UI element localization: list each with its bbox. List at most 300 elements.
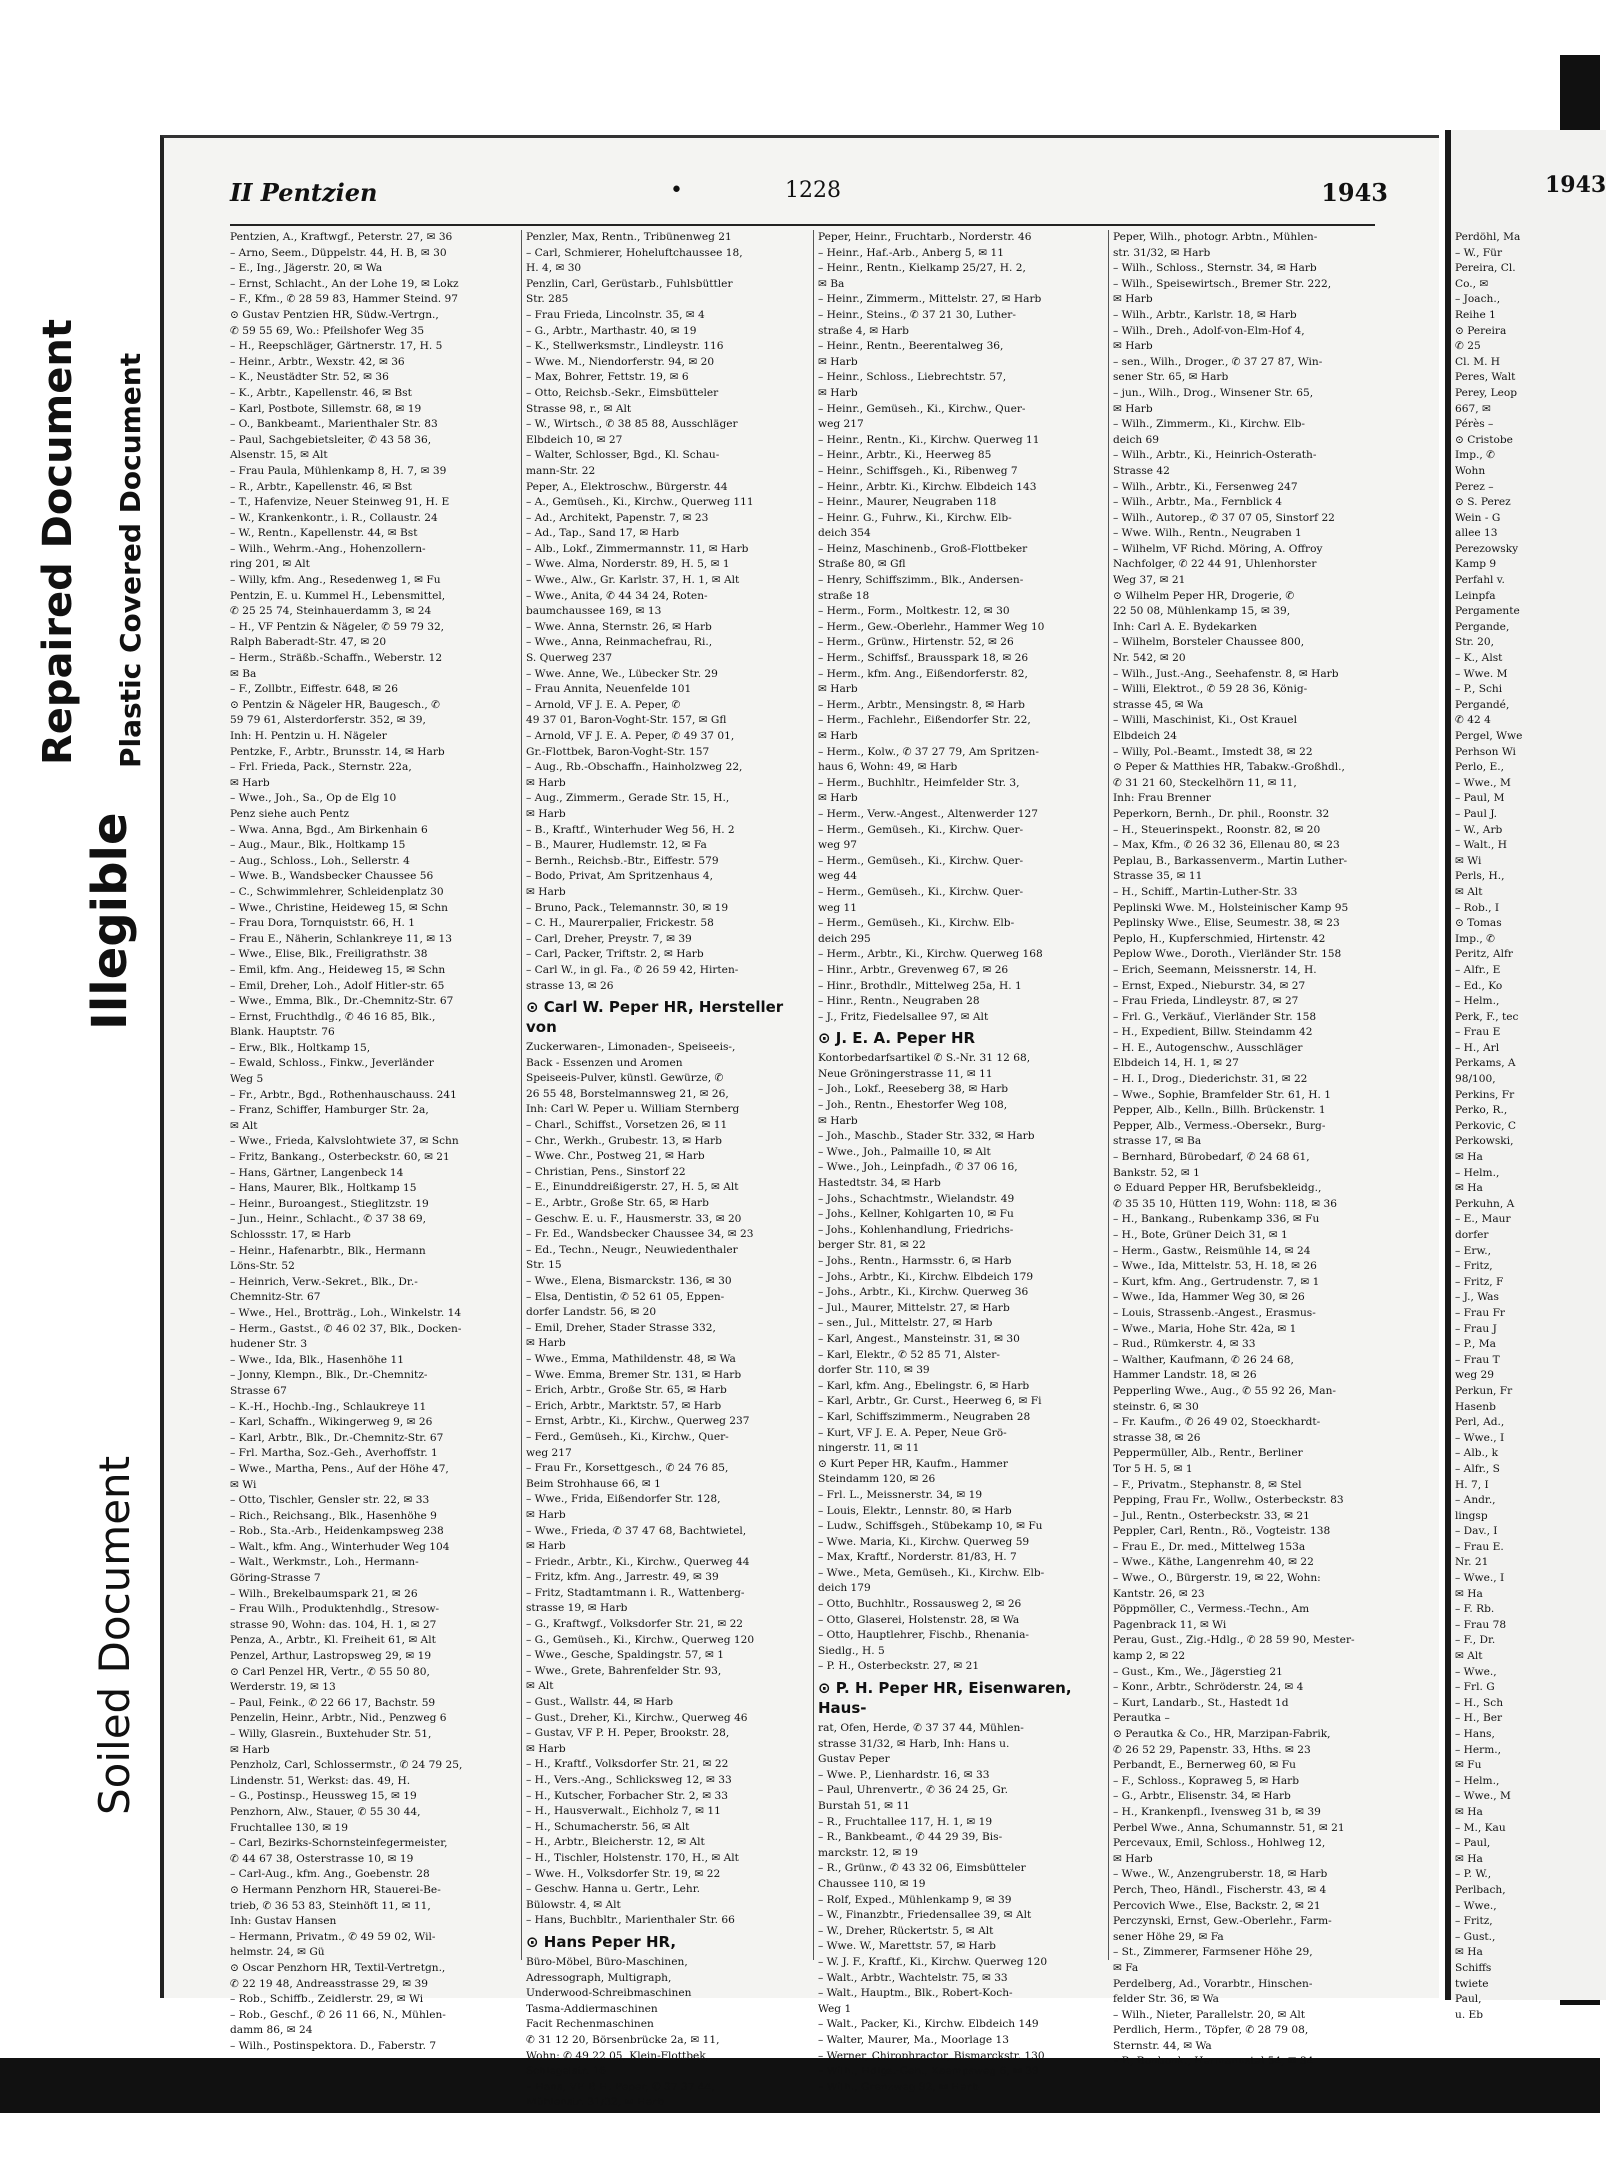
directory-entry: – Wwe., Ida, Mittelstr. 53, H. 18, ✉ 26 bbox=[1113, 1260, 1317, 1273]
directory-entry: Perbandt, E., Bernerweg 60, ✉ Fu bbox=[1113, 1759, 1296, 1772]
directory-entry: – H., Expedient, Billw. Steindamm 42 bbox=[1113, 1026, 1313, 1039]
directory-entry: – C. H., Maurerpalier, Frickestr. 58 bbox=[526, 917, 714, 930]
directory-entry: – Heinr., Steins., ✆ 37 21 30, Luther- bbox=[818, 308, 1016, 321]
directory-entry: 22 50 08, Mühlenkamp 15, ✉ 39, bbox=[1113, 605, 1291, 618]
directory-entry: ✉ Harb bbox=[818, 355, 858, 368]
directory-entry: Back - Essenzen und Aromen bbox=[526, 1056, 683, 1069]
directory-entry: – Heinr., Rentn., Ki., Kirchw. Querweg 11 bbox=[818, 433, 1040, 446]
directory-entry: – Herm., Gemüseh., Ki., Kirchw. Quer- bbox=[818, 823, 1024, 836]
directory-entry: – Fritz, Bankang., Osterbeckstr. 60, ✉ 21 bbox=[230, 1151, 450, 1164]
directory-entry: – Wwe., Alw., Gr. Karlstr. 37, H. 1, ✉ Alt bbox=[526, 574, 740, 587]
directory-entry: – Fr. Kaufm., ✆ 26 49 02, Stoeckhardt- bbox=[1113, 1416, 1321, 1429]
directory-entry: ring 201, ✉ Alt bbox=[230, 558, 310, 571]
directory-entry: Steindamm 120, ✉ 26 bbox=[818, 1473, 936, 1486]
directory-entry: – Wilh., Nieter, Parallelstr. 20, ✉ Alt bbox=[1113, 2008, 1306, 2021]
directory-entry: – Wilh., Arbtr., Ma., Fernblick 4 bbox=[1113, 496, 1283, 509]
directory-entry: ✉ Harb bbox=[526, 885, 566, 898]
directory-entry: – Herm., bbox=[1455, 1743, 1502, 1756]
directory-entry: – Jul., Maurer, Mittelstr. 27, ✉ Harb bbox=[818, 1301, 1010, 1314]
directory-entry: – Rob., Geschf., ✆ 26 11 66, N., Mühlen- bbox=[230, 2008, 446, 2021]
directory-entry: Neue Gröningerstrasse 11, ✉ 11 bbox=[818, 1067, 993, 1080]
directory-entry: ✉ Harb bbox=[818, 792, 858, 805]
directory-entry: ⊙ Pentzin & Nägeler HR, Baugesch., ✆ bbox=[230, 698, 441, 711]
directory-entry: – Frau T bbox=[1455, 1353, 1500, 1366]
directory-entry: Gr.-Flottbek, Baron-Voght-Str. 157 bbox=[526, 745, 710, 758]
directory-entry: – Gust., Wallstr. 44, ✉ Harb bbox=[526, 1696, 673, 1709]
directory-entry: ✉ Ha bbox=[1455, 1182, 1483, 1195]
directory-entry: ✉ Harb bbox=[526, 807, 566, 820]
directory-entry: Perk, F., tec bbox=[1455, 1010, 1519, 1023]
directory-entry: – Max, Kfm., ✆ 26 32 36, Ellenau 80, ✉ 23 bbox=[1113, 839, 1340, 852]
directory-entry: – Wilh., Postinspektora. D., Faberstr. 7 bbox=[230, 2039, 437, 2052]
directory-entry: – Frau 78 bbox=[1455, 1618, 1507, 1631]
directory-entry: – Wwe., Emma, Mathildenstr. 48, ✉ Wa bbox=[526, 1352, 736, 1365]
directory-entry: ✉ Harb bbox=[230, 1743, 270, 1756]
directory-entry: – Herm., Gemüseh., Ki., Kirchw. Quer- bbox=[818, 885, 1024, 898]
directory-entry: – Carl, Packer, Triftstr. 2, ✉ Harb bbox=[526, 948, 704, 961]
directory-entry: Penzholz, Carl, Schlossermstr., ✆ 24 79 25, bbox=[230, 1759, 463, 1772]
directory-entry: – Hans, Buchbltr., Marienthaler Str. 66 bbox=[526, 1914, 735, 1927]
directory-entry: Pepper, Alb., Kelln., Billh. Brückenstr. 1 bbox=[1113, 1104, 1326, 1117]
directory-entry: ✆ 31 12 20, Börsenbrücke 2a, ✉ 11, bbox=[526, 2033, 720, 2046]
directory-entry: ✆ 35 35 10, Hütten 119, Wohn: 118, ✉ 36 bbox=[1113, 1197, 1337, 1210]
directory-entry: Wohn: ✆ 49 22 05, Klein-Flottbek, bbox=[526, 2049, 710, 2062]
directory-entry: – Ad., Architekt, Papenstr. 7, ✉ 23 bbox=[526, 511, 709, 524]
directory-entry: – Ludw., Schiffsgeh., Stübekamp 10, ✉ Fu bbox=[818, 1520, 1043, 1533]
directory-entry: – Wwe., Frieda, ✆ 37 47 68, Bachtwietel, bbox=[526, 1524, 747, 1537]
directory-entry: Nr. 21 bbox=[1455, 1556, 1489, 1569]
directory-entry: – Frau E. bbox=[1455, 1540, 1504, 1553]
directory-entry: haus 6, Wohn: 49, ✉ Harb bbox=[818, 761, 958, 774]
directory-entry: – G., Arbtr., Elisenstr. 34, ✉ Harb bbox=[1113, 1790, 1291, 1803]
directory-entry: – Aug., Zimmerm., Gerade Str. 15, H., bbox=[526, 792, 730, 805]
directory-entry: – Herm., Gemüseh., Ki., Kirchw. Quer- bbox=[818, 854, 1024, 867]
directory-entry: – H., Tischler, Holstenstr. 170, H., ✉ Alt bbox=[526, 1851, 739, 1864]
directory-entry: Schlossstr. 17, ✉ Harb bbox=[230, 1229, 351, 1241]
directory-entry: Perczynski, Ernst, Gew.-Oberlehr., Farm- bbox=[1113, 1915, 1332, 1928]
directory-entry: Nachfolger, ✆ 22 44 91, Uhlenhorster bbox=[1113, 558, 1317, 571]
directory-entry: – Rob., Sta.-Arb., Heidenkampsweg 238 bbox=[230, 1525, 444, 1538]
directory-entry: – Wilhelm, ⅤF Richd. Möring, A. Offroy bbox=[1113, 542, 1323, 555]
directory-entry: straße 18 bbox=[818, 589, 870, 602]
directory-entry: Inh: H. Pentzin u. H. Nägeler bbox=[230, 730, 387, 742]
directory-entry: – Ferd., Gemüseh., Ki., Kirchw., Quer- bbox=[526, 1430, 729, 1443]
directory-entry: – Heinr., Haf.-Arb., Anberg 5, ✉ 11 bbox=[818, 246, 1004, 259]
directory-entry: – A., Gemüseh., Ki., Kirchw., Querweg 111 bbox=[526, 496, 754, 509]
directory-entry: Beim Strohhause 66, ✉ 1 bbox=[526, 1477, 661, 1490]
directory-entry: ningerstr. 11, ✉ 11 bbox=[818, 1442, 920, 1455]
directory-entry: – Paul, Uhrenvertr., ✆ 36 24 25, Gr. bbox=[818, 1784, 1008, 1797]
directory-entry: – Johs., Kohlenhandlung, Friedrichs- bbox=[818, 1223, 1014, 1236]
directory-entry: – F., Privatm., Stephanstr. 8, ✉ Stel bbox=[1113, 1478, 1302, 1491]
directory-entry: – Erich, Arbtr., Große Str. 65, ✉ Harb bbox=[526, 1384, 727, 1397]
directory-entry: Göring-Strasse 7 bbox=[230, 1572, 321, 1585]
directory-entry: – Frl. Martha, Soz.-Geh., Averhoffstr. 1 bbox=[230, 1447, 438, 1460]
directory-entry: – Fr., Arbtr., Bgd., Rothenhauschauss. 241 bbox=[230, 1088, 457, 1101]
directory-entry: ✉ Ha bbox=[1455, 1587, 1483, 1600]
directory-entry: – sen., Jul., Mittelstr. 27, ✉ Harb bbox=[818, 1317, 993, 1330]
directory-entry: – Gust., Km., We., Jägerstieg 21 bbox=[1113, 1665, 1283, 1678]
directory-entry: Perkowski, bbox=[1455, 1135, 1514, 1148]
directory-entry: – Wwe., Hel., Brotträg., Loh., Winkelstr. 14 bbox=[230, 1306, 462, 1319]
directory-entry: – H., Ber bbox=[1455, 1712, 1503, 1725]
directory-entry: strasse 17, ✉ Ba bbox=[1113, 1135, 1202, 1148]
directory-entry: – Paul, Sachgebietsleiter, ✆ 43 58 36, bbox=[230, 433, 432, 446]
directory-entry: – Wwe., Gesche, Spaldingstr. 57, ✉ 1 bbox=[526, 1649, 724, 1662]
directory-entry: Reihe 1 bbox=[1455, 308, 1496, 321]
directory-entry: Löns-Str. 52 bbox=[230, 1260, 295, 1273]
directory-entry: ✉ Wi bbox=[1455, 854, 1482, 867]
directory-entry: Peper, A., Elektroschw., Bürgerstr. 44 bbox=[526, 480, 728, 493]
directory-entry: – Joh., Maschb., Stader Str. 332, ✉ Harb bbox=[818, 1130, 1035, 1143]
directory-entry: Chemnitz-Str. 67 bbox=[230, 1291, 321, 1304]
directory-entry: Percevaux, Emil, Schloss., Hohlweg 12, bbox=[1113, 1837, 1326, 1850]
directory-entry: Perdöhl, Ma bbox=[1455, 231, 1521, 243]
directory-entry: – H., Steuerinspekt., Roonstr. 82, ✉ 20 bbox=[1113, 823, 1321, 836]
directory-entry: – Wilh., Wehrm.-Ang., Hohenzollern- bbox=[230, 542, 426, 555]
directory-entry: – Karl, Schaffn., Wikingerweg 9, ✉ 26 bbox=[230, 1416, 433, 1429]
directory-entry: – Franz, Schiffer, Hamburger Str. 2a, bbox=[230, 1104, 429, 1117]
directory-entry: – jun., Wilh., Drog., Winsener Str. 65, bbox=[1113, 386, 1314, 399]
directory-entry: Str. 20, bbox=[1455, 636, 1494, 649]
directory-entry: – Carl W., in gl. Fa., ✆ 26 59 42, Hirten- bbox=[526, 963, 739, 976]
directory-entry: Perbel Wwe., Anna, Schumannstr. 51, ✉ 21 bbox=[1113, 1821, 1345, 1834]
directory-entry: Pentzin, E. u. Kummel H., Lebensmittel, bbox=[230, 589, 446, 602]
next-page-year: 1943 bbox=[1545, 172, 1606, 198]
directory-entry: Chaussee 110, ✉ 19 bbox=[818, 1877, 926, 1890]
directory-entry: – G., Gemüseh., Ki., Kirchw., Querweg 120 bbox=[526, 1633, 755, 1646]
directory-entry: Co., ✉ bbox=[1455, 277, 1489, 290]
directory-entry: Imp., ✆ bbox=[1455, 449, 1495, 462]
directory-entry: H. 4, ✉ 30 bbox=[526, 262, 582, 275]
directory-entry: – Frl. L., Meissnerstr. 34, ✉ 19 bbox=[818, 1488, 983, 1501]
directory-entry: – Ed., Ko bbox=[1455, 979, 1503, 992]
directory-entry: – Frau Fr bbox=[1455, 1306, 1505, 1319]
directory-entry: – Wwe. H., Volksdorfer Str. 19, ✉ 22 bbox=[526, 1867, 721, 1880]
directory-entry: Pérès – bbox=[1455, 418, 1494, 431]
directory-entry: – Wwe. Anna, Sternstr. 26, ✉ Harb bbox=[526, 620, 712, 633]
directory-entry: – H., Krankenpfl., Ivensweg 31 b, ✉ 39 bbox=[1113, 1805, 1321, 1818]
directory-entry: – Walter, Maurer, Ma., Moorlage 13 bbox=[818, 2033, 1009, 2046]
directory-entry: – Wwe. Chr., Postweg 21, ✉ Harb bbox=[526, 1150, 705, 1163]
directory-entry: Speiseeis-Pulver, künstl. Gewürze, ✆ bbox=[526, 1072, 724, 1085]
directory-entry: – Arnold, ⅤF J. E. A. Peper, ✆ 49 37 01, bbox=[526, 730, 735, 742]
directory-entry: Mühlenstr. 31/32, ✉ Harb bbox=[526, 2096, 665, 2109]
directory-entry: ✆ 25 bbox=[1455, 340, 1481, 353]
directory-entry: Peplo, H., Kupferschmied, Hirtenstr. 42 bbox=[1113, 932, 1326, 945]
directory-entry: – W., Wirtsch., ✆ 38 85 88, Ausschläger bbox=[526, 418, 738, 431]
directory-entry: – Louis, Elektr., Lennstr. 80, ✉ Harb bbox=[818, 1504, 1012, 1517]
directory-entry: – T., Hafenvize, Neuer Steinweg 91, H. E bbox=[230, 496, 450, 509]
directory-entry: – Erw., bbox=[1455, 1244, 1492, 1257]
directory-entry: – F. Rb. bbox=[1455, 1603, 1495, 1616]
directory-entry: ⊙ Hermann Penzhorn HR, Stauerei-Be- bbox=[230, 1883, 441, 1896]
directory-entry: – Fr. Ed., Wandsbecker Chaussee 34, ✉ 23 bbox=[526, 1228, 754, 1241]
directory-entry: ⊙ Cristobe bbox=[1455, 433, 1513, 446]
directory-entry: – Ernst, Exped., Nieburstr. 34, ✉ 27 bbox=[1113, 979, 1306, 992]
directory-entry: – Joh., Lokf., Reeseberg 38, ✉ Harb bbox=[818, 1083, 1009, 1096]
directory-entry: 98/100, bbox=[1455, 1073, 1496, 1086]
year: 1943 bbox=[1321, 178, 1388, 207]
directory-entry: – Wwe., Meta, Gemüseh., Ki., Kirchw. Elb- bbox=[818, 1566, 1045, 1579]
directory-entry: – Fritz, bbox=[1455, 1915, 1493, 1928]
directory-entry: – Wilh., Hdlgs.-Geh., Kaempsweg 6, ✉ 39 bbox=[818, 2065, 1039, 2078]
directory-entry: – Wwe. Emma, Bremer Str. 131, ✉ Harb bbox=[526, 1368, 742, 1381]
directory-entry: – Ernst, Arbtr., Ki., Kirchw., Querweg 237 bbox=[526, 1415, 750, 1428]
directory-entry: – Heinr., Gemüseh., Ki., Kirchw., Quer- bbox=[818, 402, 1026, 415]
directory-column-2 bbox=[521, 230, 813, 2109]
directory-entry: – F., Dr. bbox=[1455, 1634, 1496, 1647]
directory-entry: ✉ Harb bbox=[1113, 340, 1153, 353]
directory-entry: ⊙ Eduard Pepper HR, Berufsbekleidg., bbox=[1113, 1182, 1322, 1195]
firm-advert-heading: ⊙ J. E. A. Peper HR bbox=[818, 1029, 976, 1048]
directory-entry: – Max, Bohrer, Fettstr. 19, ✉ 6 bbox=[526, 371, 689, 384]
directory-entry: – R., Arbtr., Kapellenstr. 46, ✉ Bst bbox=[230, 480, 412, 493]
directory-entry: Perlbach, bbox=[1455, 1883, 1506, 1896]
directory-entry: – Wwe., Frieda, Kalvslohtwiete 37, ✉ Schn bbox=[230, 1135, 459, 1148]
directory-entry: – Wilh., Zimmerm., Ki., Kirchw. Elb- bbox=[1113, 418, 1305, 431]
directory-entry: – Willy, Pol.-Beamt., Imstedt 38, ✉ 22 bbox=[1113, 745, 1313, 758]
directory-entry: Perdlich, Herm., Töpfer, ✆ 28 79 08, bbox=[1113, 2024, 1309, 2037]
directory-entry: – Heinr., Rentn., Kielkamp 25/27, H. 2, bbox=[818, 262, 1026, 275]
directory-entry: rat, Ofen, Herde, ✆ 37 37 44, Mühlen- bbox=[818, 1722, 1024, 1735]
directory-entry: 49 37 01, Baron-Voght-Str. 157, ✉ Gfl bbox=[526, 714, 727, 727]
directory-entry: Inh: Frau Brenner bbox=[1113, 792, 1211, 805]
directory-entry: Elbdeich 10, ✉ 27 bbox=[526, 433, 623, 446]
directory-entry: – Bernh., Reichsb.-Btr., Eiffestr. 579 bbox=[526, 854, 719, 867]
directory-entry: strasse 19, ✉ Harb bbox=[526, 1602, 628, 1615]
directory-entry: Cl. M. H bbox=[1455, 355, 1501, 368]
directory-entry: ✉ Harb bbox=[818, 730, 858, 742]
directory-entry: – Otto, Reichsb.-Sekr., Eimsbütteler bbox=[526, 386, 719, 399]
directory-entry: – K., Neustädter Str. 52, ✉ 36 bbox=[230, 371, 389, 384]
directory-entry: – Wwe., I bbox=[1455, 1572, 1505, 1585]
directory-entry: – Aug., Maur., Blk., Holtkamp 15 bbox=[230, 839, 406, 852]
directory-entry: – W., Rentn., Kapellenstr. 44, ✉ Bst bbox=[230, 527, 418, 540]
directory-entry: ✉ Fu bbox=[1455, 1759, 1482, 1772]
directory-entry: Perez – bbox=[1455, 480, 1494, 493]
directory-entry: – Wilh., Arbtr., Karlstr. 18, ✉ Harb bbox=[1113, 308, 1297, 321]
directory-entry: ⊙ Peper & Matthies HR, Tabakw.-Großhdl., bbox=[1113, 761, 1345, 774]
directory-entry: – W., Arb bbox=[1455, 823, 1503, 836]
directory-entry: – Gust., Dreher, Ki., Kirchw., Querweg 46 bbox=[526, 1711, 748, 1724]
directory-entry: Pergel, Wwe bbox=[1455, 730, 1523, 742]
directory-entry: – Emil, Dreher, Stader Strasse 332, bbox=[526, 1321, 716, 1334]
directory-entry: ⊙ Pereira bbox=[1455, 324, 1507, 337]
directory-entry: 667, ✉ bbox=[1455, 402, 1491, 415]
directory-entry: – Aug., Schloss., Loh., Sellerstr. 4 bbox=[230, 854, 410, 867]
directory-entry: – Fritz, F bbox=[1455, 1275, 1504, 1288]
directory-entry: ⊙ Kurt Peper HR, Kaufm., Hammer bbox=[818, 1457, 1008, 1470]
directory-entry: u. Eb bbox=[1455, 2008, 1484, 2021]
directory-entry: – Johs., Arbtr., Ki., Kirchw. Elbdeich 179 bbox=[818, 1270, 1034, 1283]
directory-entry: weg 97 bbox=[818, 839, 857, 852]
directory-entry: Perkuhn, A bbox=[1455, 1197, 1515, 1210]
directory-entry: – H., Vers.-Ang., Schlicksweg 12, ✉ 33 bbox=[526, 1774, 732, 1786]
directory-entry: Nr. 542, ✉ 20 bbox=[1113, 652, 1186, 665]
directory-entry: – K., Stellwerksmstr., Lindleystr. 116 bbox=[526, 340, 724, 353]
directory-entry: ⊙ Tomas bbox=[1455, 917, 1502, 930]
directory-entry: ✉ Ba bbox=[230, 667, 257, 680]
directory-entry: sener Str. 65, ✉ Harb bbox=[1113, 371, 1229, 384]
directory-entry: – W., Für bbox=[1455, 246, 1503, 259]
directory-entry: – Otto, Buchhltr., Rossausweg 2, ✉ 26 bbox=[818, 1598, 1022, 1611]
directory-entry: ✆ 59 55 69, Wo.: Pfeilshofer Weg 35 bbox=[230, 324, 425, 337]
directory-entry: – Johs., Rentn., Harmsstr. 6, ✉ Harb bbox=[818, 1255, 1012, 1267]
directory-entry: – F., Schloss., Kopraweg 5, ✉ Harb bbox=[1113, 1774, 1299, 1787]
directory-entry: – Wwe., W., Anzengruberstr. 18, ✉ Harb bbox=[1113, 1868, 1328, 1881]
directory-entry: mann-Str. 22 bbox=[526, 464, 596, 477]
directory-entry: – W. J. F., Kraftf., Ki., Kirchw. Querweg 120 bbox=[818, 1955, 1048, 1968]
directory-entry: ✉ Harb bbox=[526, 1508, 566, 1521]
directory-entry: – Willy, Glasrein., Buxtehuder Str. 51, bbox=[230, 1728, 432, 1740]
directory-entry: weg 11 bbox=[818, 901, 857, 914]
directory-entry: – Bernhard, Bürobedarf, ✆ 24 68 61, bbox=[1113, 1151, 1310, 1164]
directory-entry: – Hans, ⅤF P. H. Peper, ✆ 37 37 44, bbox=[526, 2080, 715, 2093]
directory-entry: sener Höhe 29, ✉ Fa bbox=[1113, 1930, 1224, 1943]
directory-entry: – Willi, Maschinist, Ki., Ost Krauel bbox=[1113, 714, 1297, 727]
directory-entry: ✉ Harb bbox=[1113, 402, 1153, 415]
directory-entry: – Walther, Kaufmann, ✆ 26 24 68, bbox=[1113, 1353, 1294, 1366]
directory-entry: – Carl, Bezirks-Schornsteinfegermeister, bbox=[230, 1837, 448, 1850]
directory-entry: strasse 38, ✉ 26 bbox=[1113, 1431, 1201, 1444]
directory-entry: strasse 45, ✉ Wa bbox=[1113, 698, 1204, 711]
directory-entry: Penzel, Arthur, Lastropsweg 29, ✉ 19 bbox=[230, 1650, 432, 1663]
directory-entry: – E., Ing., Jägerstr. 20, ✉ Wa bbox=[230, 262, 383, 275]
directory-entry: ✉ Alt bbox=[1455, 1650, 1483, 1663]
directory-entry: ✉ Alt bbox=[230, 1119, 258, 1132]
directory-entry: – P., Ma bbox=[1455, 1338, 1496, 1351]
directory-entry: Weg 5 bbox=[230, 1073, 264, 1086]
directory-entry: ⊙ Wilhelm Peper HR, Drogerie, ✆ bbox=[1113, 589, 1295, 602]
directory-entry: Pentzien, A., Kraftwgf., Peterstr. 27, ✉ 36 bbox=[230, 231, 453, 243]
directory-entry: – Jul., Rentn., Osterbeckstr. 33, ✉ 21 bbox=[1113, 1509, 1310, 1522]
directory-entry: – Fritz, kfm. Ang., Jarrestr. 49, ✉ 39 bbox=[526, 1571, 719, 1584]
directory-entry: – Charl., Schiffst., Vorsetzen 26, ✉ 11 bbox=[526, 1119, 728, 1132]
directory-entry: Ralph Baberadt-Str. 47, ✉ 20 bbox=[230, 636, 387, 649]
directory-entry: – H. E., Autogenschw., Ausschläger bbox=[1113, 1041, 1303, 1054]
directory-entry: Imp., ✆ bbox=[1455, 932, 1495, 945]
directory-entry: – Paul, M bbox=[1455, 792, 1505, 805]
directory-entry: – Wilhelm, Borsteler Chaussee 800, bbox=[1113, 636, 1305, 649]
directory-entry: – Erw., Blk., Holtkamp 15, bbox=[230, 1041, 371, 1054]
directory-entry: damm 86, ✉ 24 bbox=[230, 2024, 313, 2037]
directory-entry: – Heinz, Maschinenb., Groß-Flottbeker bbox=[818, 542, 1028, 555]
directory-entry: Strasse 42 bbox=[1113, 464, 1170, 477]
directory-entry: – Joh., Rentn., Ehestorfer Weg 108, bbox=[818, 1099, 1008, 1112]
label-soiled-document: Soiled Document bbox=[90, 1455, 139, 1815]
directory-entry: – H., Schumacherstr. 56, ✉ Alt bbox=[526, 1820, 690, 1833]
directory-entry: ✉ Alt bbox=[1455, 885, 1483, 898]
directory-entry: – K., Alst bbox=[1455, 652, 1503, 665]
directory-entry: – Herm., Sträßb.-Schaffn., Weberstr. 12 bbox=[230, 652, 443, 665]
directory-entry: – Rob., I bbox=[1455, 901, 1500, 914]
directory-entry: – R., Grünw., ✆ 43 32 06, Eimsbütteler bbox=[818, 1862, 1026, 1875]
directory-entry: – H., Sch bbox=[1455, 1696, 1504, 1709]
label-plastic-covered-document: Plastic Covered Document bbox=[114, 352, 147, 768]
directory-entry: Penza, A., Arbtr., Kl. Freiheit 61, ✉ Alt bbox=[230, 1634, 436, 1647]
directory-entry: Hastedtstr. 34, ✉ Harb bbox=[818, 1177, 941, 1190]
directory-entry: ✆ 44 67 38, Osterstrasse 10, ✉ 19 bbox=[230, 1852, 414, 1865]
directory-entry: Penzlin, Carl, Gerüstarb., Fuhlsbüttler bbox=[526, 277, 733, 290]
directory-entry: ⊙ Gustav Pentzien HR, Südw.-Vertrgn., bbox=[230, 308, 439, 321]
directory-entry: ✉ Ha bbox=[1455, 1805, 1483, 1818]
directory-entry: – Johs., Kellner, Kohlgarten 10, ✉ Fu bbox=[818, 1208, 1014, 1221]
directory-entry: – Ed., Techn., Neugr., Neuwiedenthaler bbox=[526, 1243, 738, 1256]
directory-entry: – Willy, kfm. Ang., Resedenweg 1, ✉ Fu bbox=[230, 574, 441, 587]
directory-entry: – Wilh., Speisewirtsch., Bremer Str. 222, bbox=[1113, 277, 1332, 290]
directory-entry: – Frau Annita, Neuenfelde 101 bbox=[526, 683, 692, 696]
directory-entry: – Heinr., Arbtr. Ki., Kirchw. Elbdeich 143 bbox=[818, 480, 1037, 493]
directory-entry: – Henry, Schiffszimm., Blk., Andersen- bbox=[818, 574, 1024, 587]
directory-entry: – Carl-Aug., kfm. Ang., Goebenstr. 28 bbox=[230, 1868, 430, 1881]
directory-entry: deich 179 bbox=[818, 1582, 871, 1595]
directory-entry: – O., Bankbeamt., Marienthaler Str. 83 bbox=[230, 418, 438, 431]
directory-entry: – H., Reepschläger, Gärtnerstr. 17, H. 5 bbox=[230, 340, 443, 353]
directory-entry: ✆ 26 52 29, Papenstr. 33, Hths. ✉ 23 bbox=[1113, 1743, 1311, 1756]
directory-entry: – sen., Wilh., Droger., ✆ 37 27 87, Win- bbox=[1113, 355, 1323, 368]
directory-entry: – H., Arl bbox=[1455, 1041, 1500, 1054]
directory-entry: Peplinsky Wwe., Elise, Seumestr. 38, ✉ 23 bbox=[1113, 917, 1340, 930]
directory-entry: – Carl, Schmierer, Hoheluftchaussee 18, bbox=[526, 246, 743, 259]
directory-entry: – Wwe., Elise, Blk., Freiligrathstr. 38 bbox=[230, 948, 428, 961]
directory-entry: Perkun, Fr bbox=[1455, 1384, 1513, 1397]
directory-entry: – Wilh., Arbtr., Ki., Heinrich-Osterath- bbox=[1113, 449, 1317, 462]
directory-entry: Weg 37, ✉ 21 bbox=[1113, 574, 1186, 587]
directory-entry: Tasma-Addiermaschinen bbox=[526, 2002, 658, 2015]
directory-entry: – H., Schiff., Martin-Luther-Str. 33 bbox=[1113, 885, 1298, 898]
directory-entry: ✆ 25 25 74, Steinhauerdamm 3, ✉ 24 bbox=[230, 605, 432, 618]
directory-entry: – Wwe., Anna, Reinmachefrau, Ri., bbox=[526, 636, 713, 649]
directory-entry: – R., Fruchtallee 117, H. 1, ✉ 19 bbox=[818, 1815, 993, 1828]
directory-entry: ✉ Harb bbox=[526, 1742, 566, 1755]
directory-entry: – Walter, Schlosser, Bgd., Kl. Schau- bbox=[526, 449, 720, 462]
directory-entry: – Wwe., Elena, Bismarckstr. 136, ✉ 30 bbox=[526, 1275, 732, 1287]
directory-entry: hudener Str. 3 bbox=[230, 1338, 308, 1351]
directory-entry: Peres, Walt bbox=[1455, 371, 1516, 384]
directory-entry: – P., Schi bbox=[1455, 683, 1503, 696]
directory-entry: Tor 5 H. 5, ✉ 1 bbox=[1113, 1462, 1193, 1475]
directory-entry: – M., Kau bbox=[1455, 1821, 1506, 1834]
directory-entry: – Heinr., Schloss., Liebrechtstr. 57, bbox=[818, 371, 1007, 384]
directory-entry: – Ernst, Fruchthdlg., ✆ 46 16 85, Blk., bbox=[230, 1010, 436, 1023]
directory-entry: – Herm., Kolw., ✆ 37 27 79, Am Spritzen- bbox=[818, 745, 1039, 758]
directory-entry: – Herm., Gemüseh., Ki., Kirchw. Elb- bbox=[818, 917, 1015, 930]
directory-entry: – Frau Paula, Mühlenkamp 8, H. 7, ✉ 39 bbox=[230, 464, 447, 477]
directory-entry: Wohn bbox=[1455, 464, 1486, 477]
directory-entry: – Paul, bbox=[1455, 1837, 1491, 1850]
directory-entry: Strasse 98, r., ✉ Alt bbox=[526, 402, 632, 415]
directory-entry: – Elsa, Dentistin, ✆ 52 61 05, Eppen- bbox=[526, 1290, 725, 1303]
directory-entry: – Herm., Arbtr., Ki., Kirchw. Querweg 168 bbox=[818, 948, 1043, 961]
directory-entry: – Hans, Gärtner, Langenbeck 14 bbox=[230, 1166, 404, 1179]
directory-entry: – E., Einunddreißigerstr. 27, H. 5, ✉ Alt bbox=[526, 1181, 739, 1194]
directory-entry: Burstah 51, ✉ 11 bbox=[818, 1800, 910, 1812]
directory-entry: – Wwe., Martha, Pens., Auf der Höhe 47, bbox=[230, 1462, 449, 1475]
directory-column-3 bbox=[813, 230, 1108, 2093]
directory-entry: – Wilh., Grenzweg 92, ✉ Harb bbox=[818, 2080, 979, 2093]
directory-entry: – Wilh., Just.-Ang., Seehafenstr. 8, ✉ Harb bbox=[1113, 667, 1339, 680]
directory-entry: – Alb., Lokf., Zimmermannstr. 11, ✉ Harb bbox=[526, 542, 749, 555]
directory-entry: Pergande, bbox=[1455, 620, 1510, 633]
directory-entry: helmstr. 24, ✉ Gü bbox=[230, 1946, 325, 1959]
directory-entry: – Erich, Arbtr., Marktstr. 57, ✉ Harb bbox=[526, 1399, 722, 1412]
directory-entry: – Fritz, Stadtamtmann i. R., Wattenberg- bbox=[526, 1586, 745, 1599]
directory-entry: – Wwe. W., Marettstr. 57, ✉ Harb bbox=[818, 1940, 996, 1953]
directory-entry: – Andr., bbox=[1455, 1494, 1496, 1507]
directory-entry: – Frau Frieda, Lindleystr. 87, ✉ 27 bbox=[1113, 995, 1299, 1008]
directory-entry: – Fritz, bbox=[1455, 1260, 1493, 1273]
